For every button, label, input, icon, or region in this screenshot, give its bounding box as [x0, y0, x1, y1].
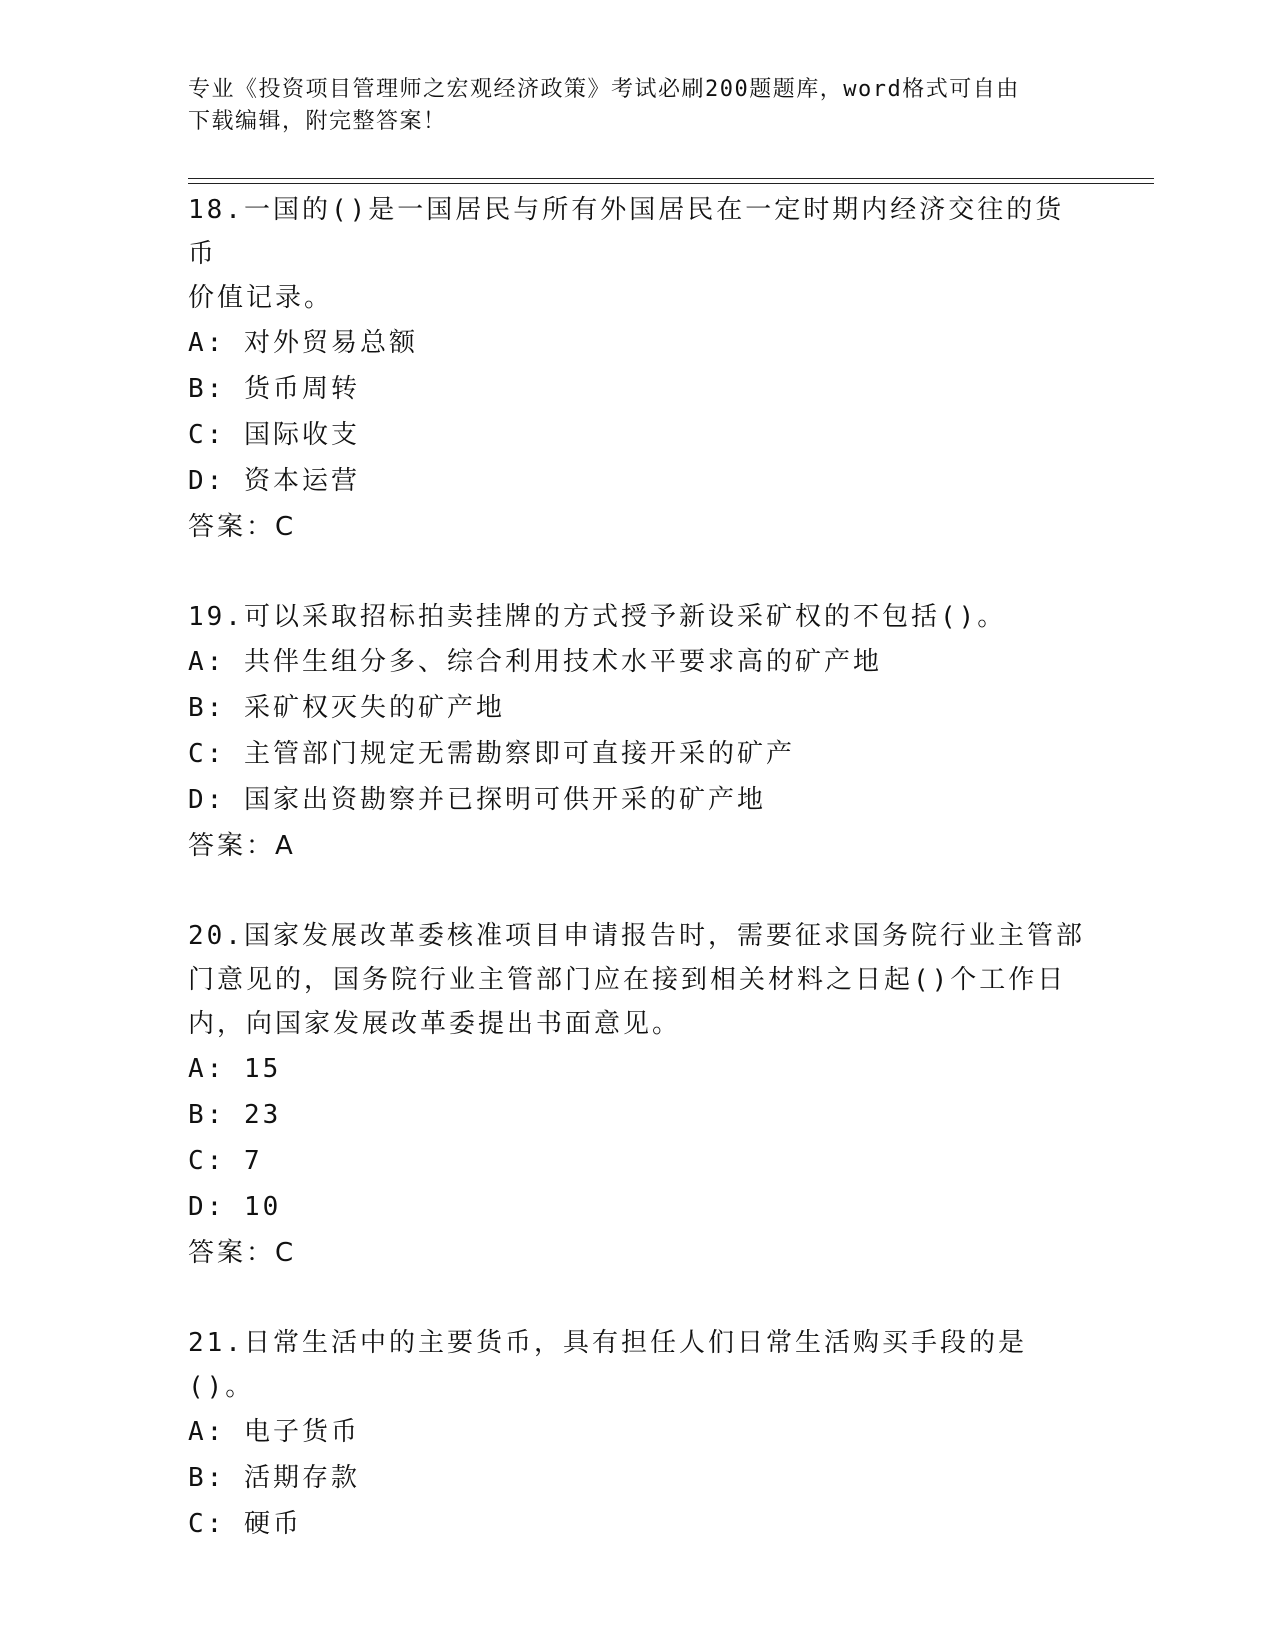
question-stem-line: 19.可以采取招标拍卖挂牌的方式授予新设采矿权的不包括()。 — [188, 602, 1007, 632]
question-stem-line: 内，向国家发展改革委提出书面意见。 — [188, 1009, 682, 1039]
question-stem-line: 门意见的，国务院行业主管部门应在接到相关材料之日起()个工作日 — [188, 965, 1067, 995]
option-c: C: 主管部门规定无需勘察即可直接开采的矿产 — [188, 739, 795, 769]
option-d: D: 10 — [188, 1192, 282, 1222]
option-a: A: 电子货币 — [188, 1417, 360, 1447]
option-d: D: 国家出资勘察并已探明可供开采的矿产地 — [188, 785, 766, 815]
header-line-1: 专业《投资项目管理师之宏观经济政策》考试必刷200题题库，word格式可自由 — [188, 77, 1020, 102]
question-stem-line: 价值记录。 — [188, 283, 334, 313]
option-d: D: 资本运营 — [188, 466, 360, 496]
question-stem-line: 21.日常生活中的主要货币，具有担任人们日常生活购买手段的是()。 — [188, 1328, 1027, 1402]
option-c: C: 国际收支 — [188, 420, 360, 450]
question-20 — [188, 914, 1088, 1276]
option-b: B: 货币周转 — [188, 374, 360, 404]
option-a: A: 15 — [188, 1054, 282, 1084]
option-c: C: 硬币 — [188, 1509, 302, 1539]
document-header — [188, 74, 1088, 138]
option-b: B: 活期存款 — [188, 1463, 360, 1493]
question-stem-line: 20.国家发展改革委核准项目申请报告时，需要征求国务院行业主管部 — [188, 921, 1085, 951]
question-18 — [188, 188, 1088, 550]
question-list — [188, 188, 1088, 1592]
option-a: A: 共伴生组分多、综合利用技术水平要求高的矿产地 — [188, 647, 882, 677]
question-21 — [188, 1321, 1088, 1547]
answer-line: 答案：C — [188, 1238, 297, 1268]
answer-line: 答案：C — [188, 512, 297, 542]
option-b: B: 23 — [188, 1100, 282, 1130]
question-19 — [188, 595, 1088, 869]
header-divider-bottom — [188, 183, 1154, 184]
answer-line: 答案：A — [188, 831, 296, 861]
header-line-2: 下载编辑，附完整答案！ — [188, 109, 447, 134]
option-c: C: 7 — [188, 1146, 263, 1176]
header-divider-top — [188, 178, 1154, 179]
option-a: A: 对外贸易总额 — [188, 328, 418, 358]
question-stem-line: 18.一国的()是一国居民与所有外国居民在一定时期内经济交往的货币 — [188, 195, 1065, 269]
option-b: B: 采矿权灭失的矿产地 — [188, 693, 505, 723]
